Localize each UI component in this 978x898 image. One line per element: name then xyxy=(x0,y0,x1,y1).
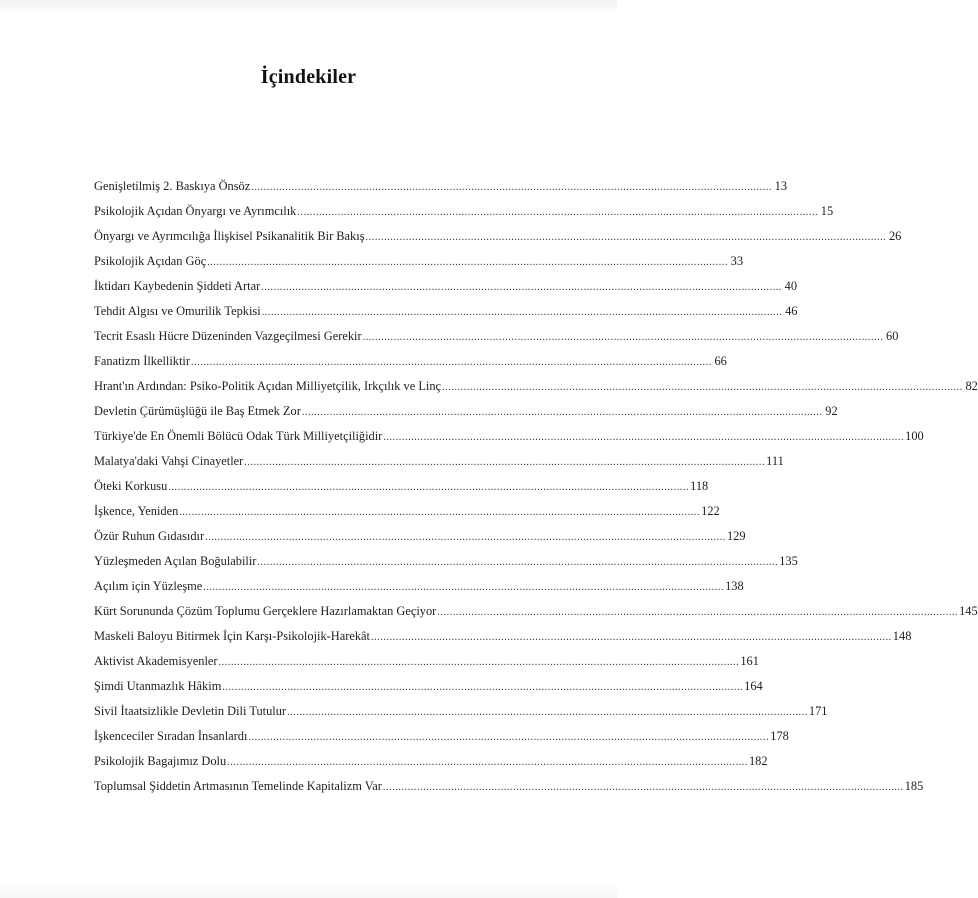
toc-entry-page: 111 xyxy=(766,454,784,468)
toc-entry xyxy=(94,501,720,526)
toc-entry xyxy=(94,551,798,576)
toc-entry-title: İktidarı Kaybedenin Şiddeti Artar xyxy=(94,279,261,293)
toc-entry-title: Şimdi Utanmazlık Hâkim xyxy=(94,679,222,693)
toc-entry-title: Öteki Korkusu xyxy=(94,479,168,493)
toc-entry xyxy=(94,351,727,376)
toc-entry-title: Tecrit Esaslı Hücre Düzeninden Vazgeçilmesi Gerekir xyxy=(94,329,362,343)
toc-entry xyxy=(94,576,744,601)
table-of-contents xyxy=(94,176,978,801)
toc-entry-page: 33 xyxy=(730,254,744,268)
toc-entry xyxy=(94,626,912,651)
toc-entry-title: Toplumsal Şiddetin Artmasının Temelinde Kapitalizm Var xyxy=(94,779,382,793)
toc-entry-title: Açılım için Yüzleşme xyxy=(94,579,203,593)
toc-dot-leader xyxy=(383,428,904,448)
toc-entry-title: Fanatizm İlkelliktir xyxy=(94,354,191,368)
toc-dot-leader xyxy=(257,553,778,573)
toc-entry xyxy=(94,601,978,626)
toc-entry xyxy=(94,251,744,276)
toc-entry-title: Maskeli Baloyu Bitirmek İçin Karşı-Psikolojik-Harekât xyxy=(94,629,370,643)
toc-entry-page: 15 xyxy=(820,204,834,218)
toc-entry-page: 185 xyxy=(904,779,924,793)
toc-dot-leader xyxy=(366,228,887,248)
toc-dot-leader xyxy=(287,703,808,723)
toc-entry-page: 66 xyxy=(714,354,727,368)
toc-entry xyxy=(94,701,828,726)
toc-entry xyxy=(94,526,746,551)
toc-entry-page: 164 xyxy=(744,679,763,693)
toc-dot-leader xyxy=(442,378,963,398)
toc-entry xyxy=(94,401,838,426)
toc-dot-leader xyxy=(207,253,728,273)
toc-entry xyxy=(94,376,978,401)
toc-entry-title: Aktivist Akademisyenler xyxy=(94,654,218,668)
toc-entry-title: Psikolojik Bagajımız Dolu xyxy=(94,754,227,768)
toc-entry-page: 26 xyxy=(888,229,902,243)
toc-entry-title: İşkence, Yeniden xyxy=(94,504,179,518)
toc-entry-title: İşkenceciler Sıradan İnsanlardı xyxy=(94,729,248,743)
toc-dot-leader xyxy=(437,603,958,623)
toc-entry xyxy=(94,301,798,326)
toc-entry-title: Yüzleşmeden Açılan Boğulabilir xyxy=(94,554,257,568)
toc-dot-leader xyxy=(371,628,892,648)
toc-entry xyxy=(94,176,788,201)
toc-entry-page: 135 xyxy=(779,554,798,568)
toc-entry-page: 171 xyxy=(808,704,828,718)
toc-entry-title: Devletin Çürümüşlüğü ile Baş Etmek Zor xyxy=(94,404,301,418)
toc-entry xyxy=(94,426,924,451)
toc-dot-leader xyxy=(222,678,743,698)
toc-entry-page: 161 xyxy=(740,654,759,668)
page-title: İçindekiler xyxy=(260,66,357,88)
toc-entry-page: 178 xyxy=(770,729,789,743)
toc-entry-page: 129 xyxy=(726,529,746,543)
toc-entry-title: Malatya'daki Vahşi Cinayetler xyxy=(94,454,244,468)
toc-entry-page: 82 xyxy=(965,379,978,393)
toc-entry-page: 13 xyxy=(774,179,788,193)
toc-entry-title: Sivil İtaatsizlikle Devletin Dili Tutulur xyxy=(94,704,287,718)
toc-entry xyxy=(94,201,834,226)
toc-dot-leader xyxy=(297,203,818,223)
toc-dot-leader xyxy=(262,303,783,323)
toc-entry-title: Genişletilmiş 2. Baskıya Önsöz xyxy=(94,179,251,193)
toc-entry-title: Önyargı ve Ayrımcılığa İlişkisel Psikanalitik Bir Bakış xyxy=(94,229,365,243)
toc-entry-page: 145 xyxy=(959,604,978,618)
toc-dot-leader xyxy=(168,478,689,498)
toc-dot-leader xyxy=(244,453,765,473)
toc-dot-leader xyxy=(205,528,726,548)
toc-dot-leader xyxy=(302,403,823,423)
toc-entry xyxy=(94,676,763,701)
toc-entry xyxy=(94,276,798,301)
toc-entry-page: 122 xyxy=(701,504,720,518)
toc-entry-page: 46 xyxy=(785,304,798,318)
toc-dot-leader xyxy=(179,503,700,523)
toc-entry xyxy=(94,751,768,776)
toc-entry-title: Psikolojik Açıdan Önyargı ve Ayrımcılık xyxy=(94,204,297,218)
toc-dot-leader xyxy=(219,653,740,673)
toc-entry xyxy=(94,326,899,351)
toc-dot-leader xyxy=(203,578,724,598)
toc-entry-page: 138 xyxy=(725,579,744,593)
toc-dot-leader xyxy=(191,353,712,373)
toc-entry-title: Özür Ruhun Gıdasıdır xyxy=(94,529,205,543)
toc-entry xyxy=(94,776,924,801)
toc-dot-leader xyxy=(248,728,769,748)
toc-entry-title: Kürt Sorununda Çözüm Toplumu Gerçeklere Hazırlamaktan Geçiyor xyxy=(94,604,437,618)
toc-entry-title: Türkiye'de En Önemli Bölücü Odak Türk Milliyetçiliğidir xyxy=(94,429,383,443)
toc-entry xyxy=(94,726,789,751)
toc-dot-leader xyxy=(383,778,904,798)
toc-entry-page: 40 xyxy=(784,279,798,293)
toc-entry-title: Psikolojik Açıdan Göç xyxy=(94,254,207,268)
toc-entry-page: 92 xyxy=(825,404,838,418)
toc-entry-page: 182 xyxy=(748,754,768,768)
toc-entry-page: 118 xyxy=(690,479,709,493)
toc-dot-leader xyxy=(251,178,772,198)
toc-entry-page: 148 xyxy=(892,629,912,643)
toc-entry xyxy=(94,451,784,476)
toc-entry-page: 60 xyxy=(886,329,899,343)
toc-dot-leader xyxy=(261,278,782,298)
toc-dot-leader xyxy=(363,328,884,348)
toc-entry xyxy=(94,226,902,251)
toc-entry xyxy=(94,651,759,676)
toc-entry-title: Tehdit Algısı ve Omurilik Tepkisi xyxy=(94,304,261,318)
toc-entry-page: 100 xyxy=(905,429,924,443)
toc-dot-leader xyxy=(227,753,748,773)
toc-entry-title: Hrant'ın Ardından: Psiko-Politik Açıdan Milliyetçilik, Irkçılık ve Linç xyxy=(94,379,442,393)
toc-entry xyxy=(94,476,709,501)
